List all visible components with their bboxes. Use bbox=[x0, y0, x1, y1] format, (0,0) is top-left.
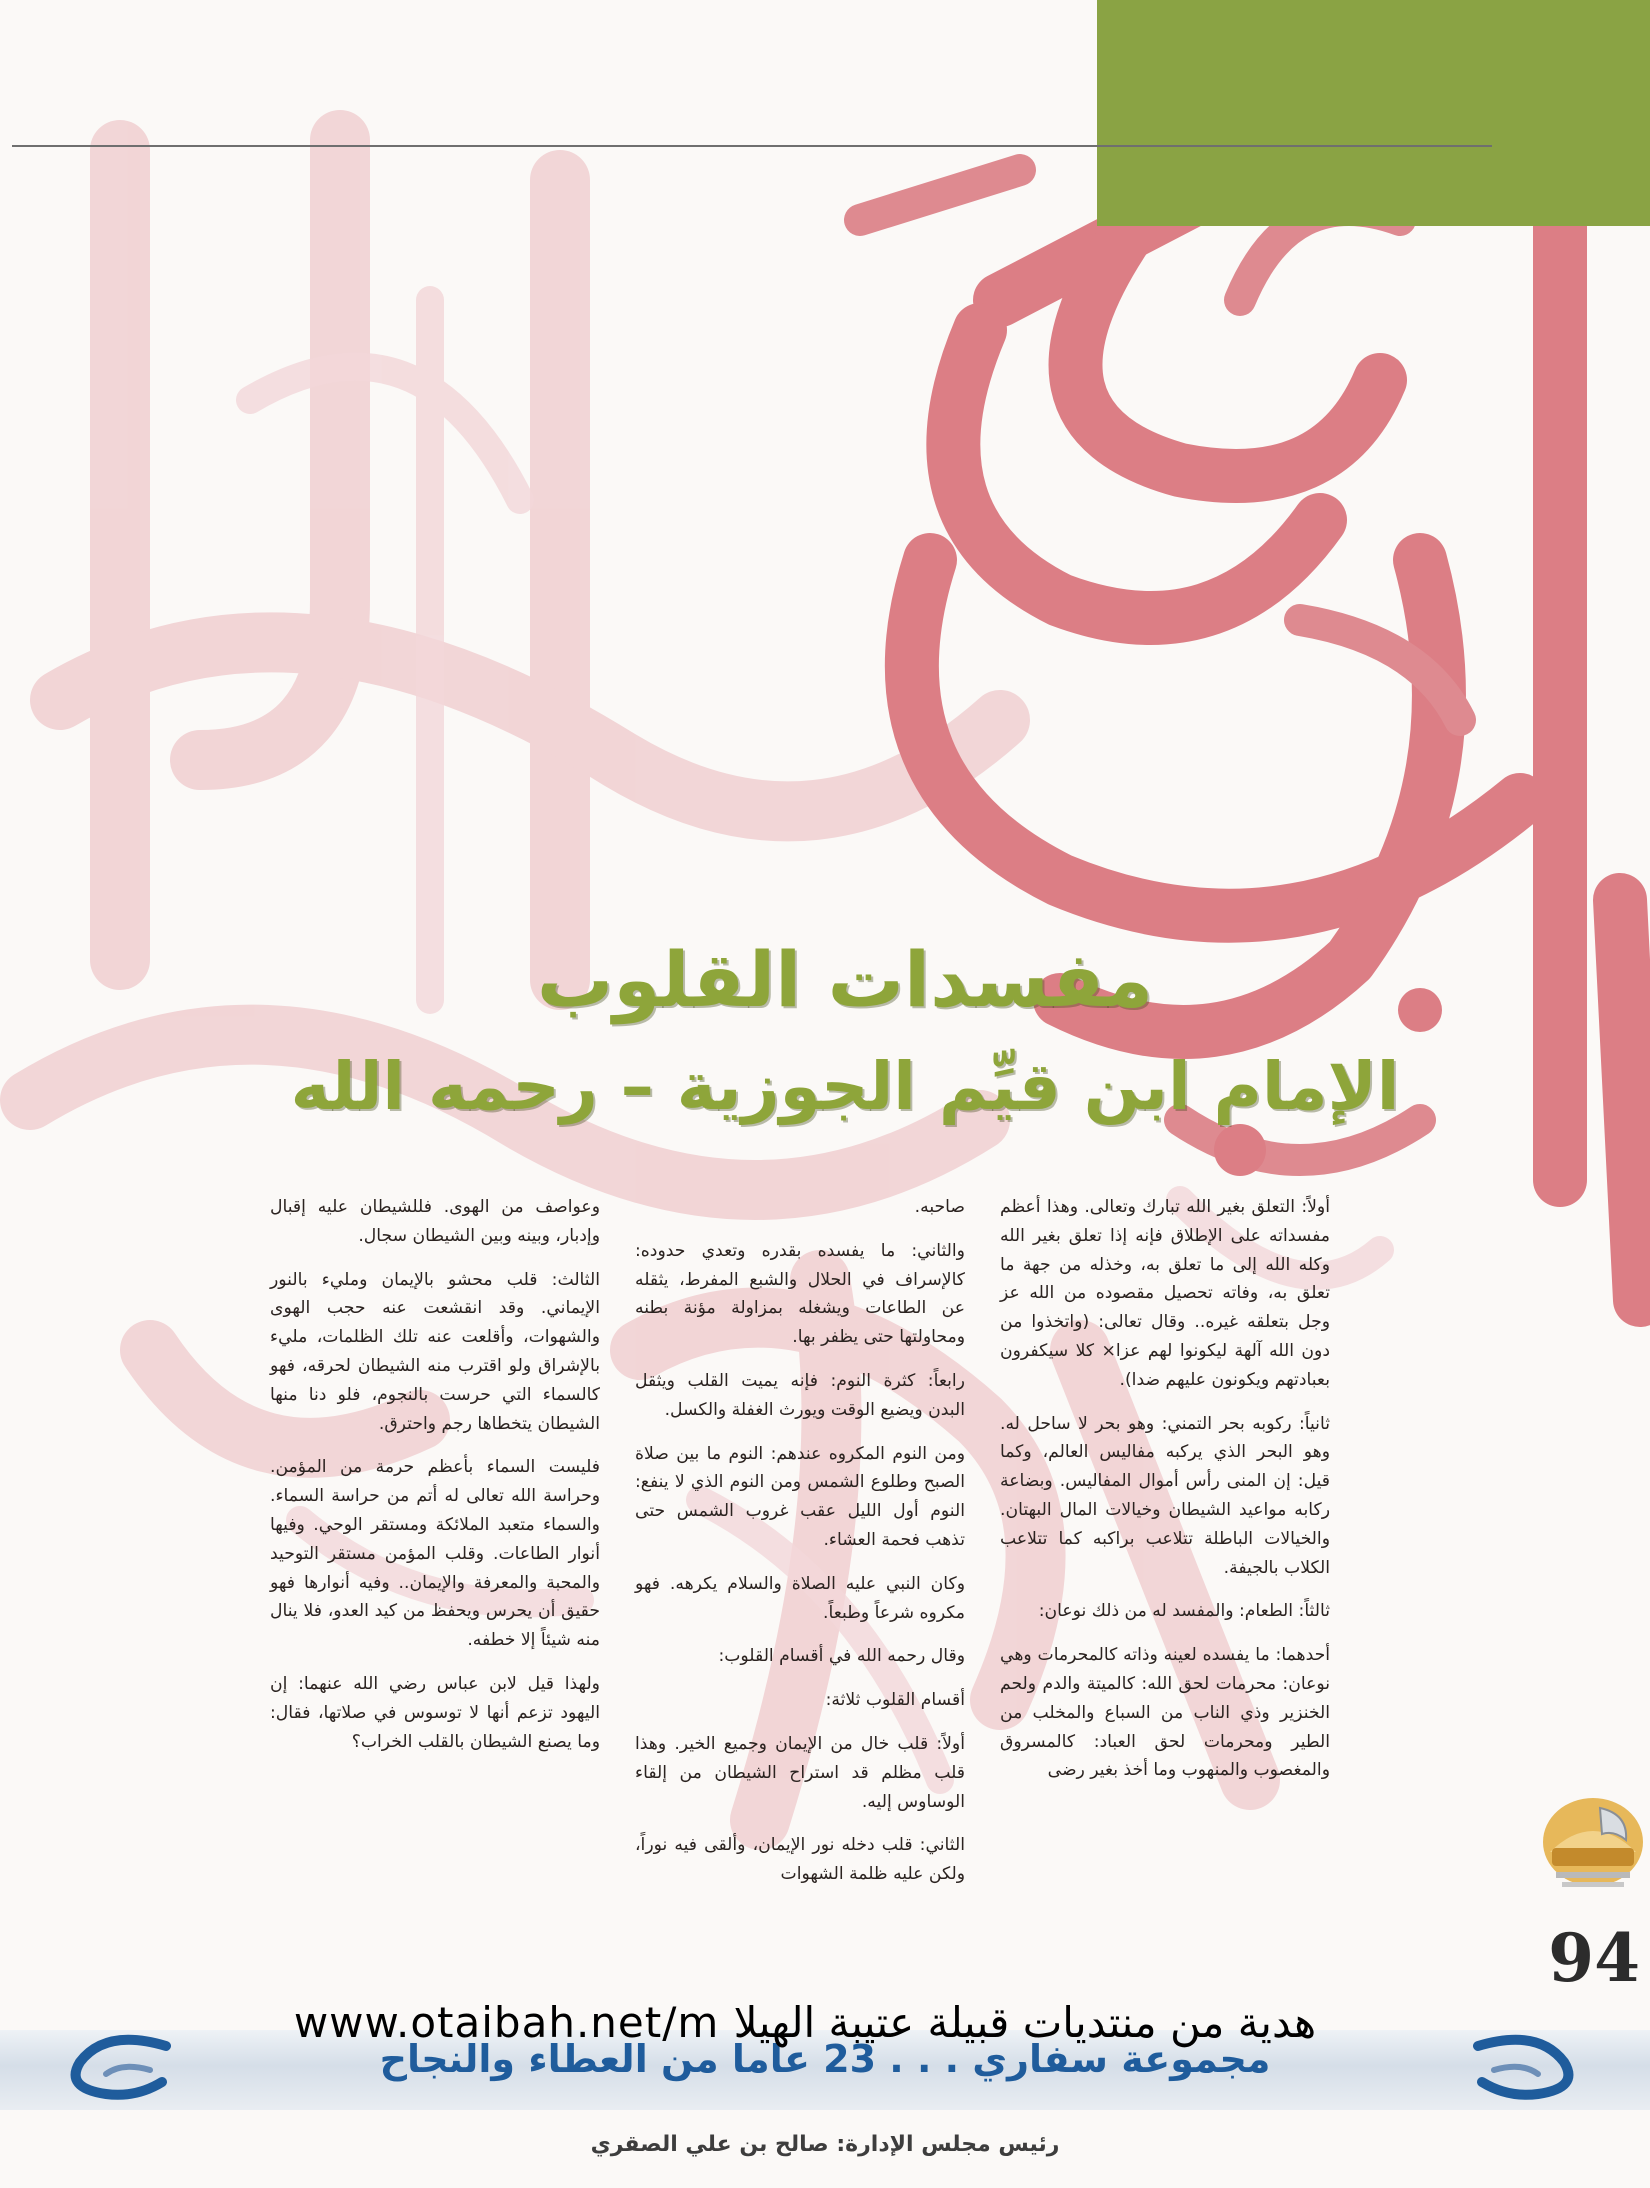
article-subtitle: الإمام ابن قيِّم الجوزية – رحمه الله bbox=[290, 1048, 1400, 1125]
page-number: 94 bbox=[1548, 1919, 1640, 1997]
paragraph: صاحبه. bbox=[914, 1197, 965, 1217]
paragraph: ومن النوم المكروه عندهم: النوم ما بين صلاة الصبح وطلوع الشمس ومن النوم الذي لا ينفع: النوم أول الليل عقب غروب الشمس حتى تذهب فحمة العشاء. bbox=[635, 1443, 965, 1550]
paragraph: الثاني: قلب دخله نور الإيمان، وألقى فيه نوراً، ولكن عليه ظلمة الشهوات bbox=[635, 1835, 965, 1885]
paragraph: الثالث: قلب محشو بالإيمان ومليء بالنور الإيماني. وقد انقشعت عنه حجب الهوى والشهوات، وأقلعت عنه تلك الظلمات، مليء بالإشراق ولو اقترب منه الشيطان لحرقه، فهو كالسماء التي حرست بالنجوم، فلو دنا منها الشيطان يتخطاها رجم واحترق. bbox=[270, 1269, 600, 1434]
paragraph: وعواصف من الهوى. فللشيطان عليه إقبال وإدبار، وبينه وبين الشيطان سجال. bbox=[270, 1197, 600, 1246]
footer-chairman: رئيس مجلس الإدارة: صالح بن علي الصقري bbox=[590, 2132, 1060, 2157]
watermark-text: www.otaibah.net/m هدية من منتديات قبيلة عتيبة الهيلا bbox=[293, 1998, 1317, 2047]
paragraph: أقسام القلوب ثلاثة: bbox=[825, 1690, 965, 1711]
paragraph: ولهذا قيل لابن عباس رضي الله عنهما: إن اليهود تزعم أنها لا توسوس في صلاتها، فقال: وما يصنع الشيطان بالقلب الخراب؟ bbox=[270, 1673, 600, 1752]
top-rule bbox=[12, 145, 1492, 147]
article-column-2 bbox=[635, 1193, 965, 1904]
paragraph: وكان النبي عليه الصلاة والسلام يكرهه. فهو مكروه شرعاً وطبعاً. bbox=[635, 1573, 965, 1623]
article-title: مفسدات القلوب bbox=[536, 935, 1154, 1024]
paragraph: رابعاً: كثرة النوم: فإنه يميت القلب ويثقل البدن ويضيع الوقت ويورث الغفلة والكسل. bbox=[635, 1370, 965, 1420]
paragraph: أولاً: قلب خال من الإيمان وجميع الخير. وهذا قلب مظلم قد استراح الشيطان من إلقاء الوساوس إليه. bbox=[635, 1733, 965, 1812]
article-column-1 bbox=[1000, 1193, 1330, 1800]
paragraph: فليست السماء بأعظم حرمة من المؤمن. وحراسة الله تعالى له أتم من حراسة السماء. والسماء متعبد الملائكة ومستقر الوحي. وفيها أنوار الطاعات. وقلب المؤمن مستقر التوحيد والمحبة والمعرفة والإيمان.. وفيه أنوارها فهو حقيق أن يحرس ويحفظ من كيد العدو، فلا ينال منه شيئاً إلا خطفه. bbox=[270, 1457, 600, 1651]
footer-slogan: مجموعة سفاري . . . 23 عاما من العطاء والنجاح bbox=[379, 2037, 1271, 2081]
header-color-block bbox=[1097, 0, 1650, 226]
article-column-3 bbox=[270, 1193, 600, 1771]
paragraph: أحدهما: ما يفسده لعينه وذاته كالمحرمات وهي نوعان: محرمات لحق الله: كالميتة والدم ولحم الخنزير وذي الناب من السباع والمخلب من الطير ومحرمات لحق العباد: كالمسروق والمغصوب والمنهوب وما أخذ بغير رضى bbox=[1000, 1645, 1330, 1781]
paragraph: أولاً: التعلق بغير الله تبارك وتعالى. وهذا أعظم مفسداته على الإطلاق فإنه إذا تعلق بغير الله وكله الله إلى ما تعلق به، وخذله من جهة ما تعلق به، وفاته تحصيل مقصوده من الله عز وجل بتعلقه غيره.. وقال تعالى: (واتخذوا من دون الله آلهة ليكونوا لهم عزا× كلا سيكفرون بعبادتهم ويكونون عليهم ضدا). bbox=[1000, 1197, 1330, 1390]
paragraph: والثاني: ما يفسده بقدره وتعدي حدوده: كالإسراف في الحلال والشبع المفرط، يثقله عن الطاعات ويشغله بمزاولة مؤنة بطنه ومحاولتها حتى يظفر بها. bbox=[635, 1240, 965, 1348]
paragraph: ثانياً: ركوبه بحر التمني: وهو بحر لا ساحل له. وهو البحر الذي يركبه مفاليس العالم، وكما قيل: إن المنى رأس أموال المفاليس. وبضاعة ركابه مواعيد الشيطان وخيالات المال البهتان. والخيالات الباطلة تتلاعب براكبه كما تتلاعب الكلاب بالجيفة. bbox=[1000, 1413, 1330, 1578]
alhaila-logo-icon bbox=[1538, 1790, 1648, 1898]
paragraph: وقال رحمه الله في أقسام القلوب: bbox=[718, 1646, 965, 1667]
paragraph: ثالثاً: الطعام: والمفسد له من ذلك نوعان: bbox=[1038, 1601, 1330, 1622]
